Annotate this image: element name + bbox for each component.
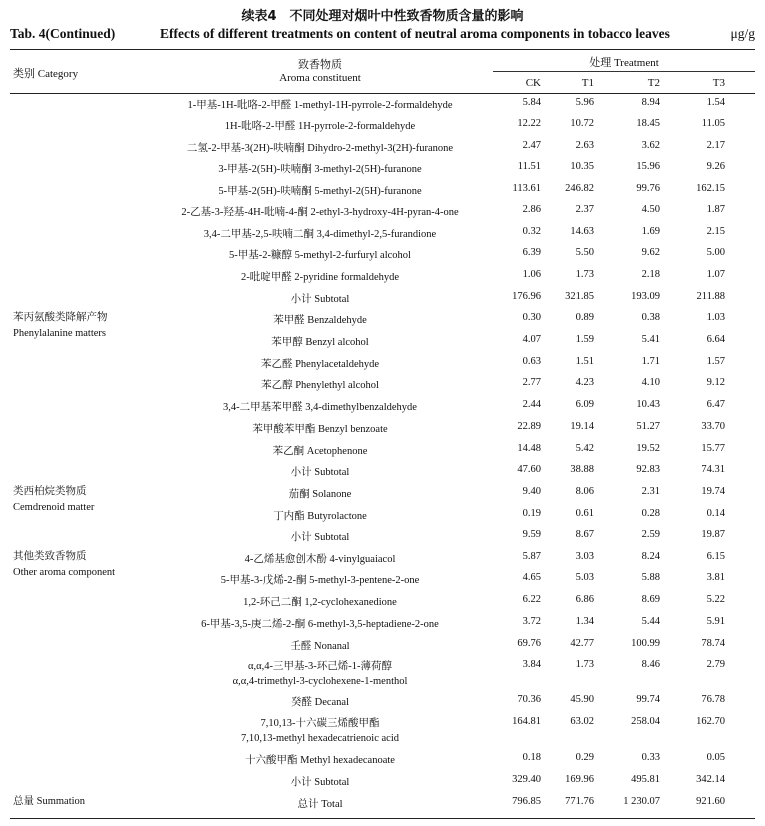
aroma-name bbox=[150, 226, 490, 241]
value-ck: 2.77 bbox=[522, 377, 541, 388]
aroma-name-line: α,α,4-三甲基-3-环己烯-1-薄荷醇 bbox=[248, 661, 392, 672]
aroma-name bbox=[150, 774, 490, 789]
value-t2: 2.18 bbox=[641, 269, 660, 280]
value-t3: 9.26 bbox=[706, 161, 725, 172]
table-row bbox=[0, 180, 765, 201]
header-t3: T3 bbox=[712, 77, 725, 89]
value-t1: 5.50 bbox=[575, 247, 594, 258]
aroma-name-line: 3-甲基-2(5H)-呋喃酮 3-methyl-2(5H)-furanone bbox=[218, 164, 422, 175]
value-ck: 9.40 bbox=[522, 486, 541, 497]
value-t1: 6.86 bbox=[575, 594, 594, 605]
value-t3: 162.15 bbox=[696, 183, 725, 194]
header-t2: T2 bbox=[647, 77, 660, 89]
value-t2: 4.50 bbox=[641, 204, 660, 215]
value-t1: 5.96 bbox=[575, 97, 594, 108]
table-row bbox=[0, 691, 765, 712]
category-label-en: Cemdrenoid matter bbox=[13, 502, 95, 513]
category-label-cn: 类西柏烷类物质 bbox=[13, 486, 87, 497]
value-t3: 1.87 bbox=[706, 204, 725, 215]
value-t3: 2.15 bbox=[706, 226, 725, 237]
aroma-name-line: 苯甲酸苯甲酯 Benzyl benzoate bbox=[252, 424, 388, 435]
aroma-name bbox=[150, 377, 490, 392]
aroma-name bbox=[150, 752, 490, 767]
aroma-name bbox=[150, 183, 490, 198]
value-ck: 796.85 bbox=[512, 796, 541, 807]
table-row bbox=[0, 749, 765, 770]
value-ck: 6.22 bbox=[522, 594, 541, 605]
value-t1: 5.03 bbox=[575, 572, 594, 583]
value-t2: 99.76 bbox=[636, 183, 660, 194]
value-t3: 11.05 bbox=[701, 118, 725, 129]
table-caption-en: Effects of different treatments on content of neutral aroma components in tobacco leaves bbox=[160, 26, 670, 41]
table-row bbox=[0, 331, 765, 352]
value-t1: 14.63 bbox=[570, 226, 594, 237]
value-t2: 1.69 bbox=[641, 226, 660, 237]
aroma-name bbox=[150, 659, 490, 689]
aroma-name-line: 苯乙酮 Acetophenone bbox=[272, 446, 368, 457]
value-t2: 2.31 bbox=[641, 486, 660, 497]
aroma-name-line: 1H-吡咯-2-甲醛 1H-pyrrole-2-formaldehyde bbox=[224, 121, 416, 132]
aroma-name bbox=[150, 716, 490, 746]
value-t3: 1.07 bbox=[706, 269, 725, 280]
value-t3: 33.70 bbox=[701, 421, 725, 432]
value-ck: 12.22 bbox=[517, 118, 541, 129]
value-t2: 5.41 bbox=[641, 334, 660, 345]
header-aroma-cn: 致香物质 bbox=[298, 59, 342, 71]
table-row bbox=[0, 115, 765, 136]
value-ck: 5.87 bbox=[522, 551, 541, 562]
value-ck: 70.36 bbox=[517, 694, 541, 705]
table-row bbox=[0, 396, 765, 417]
table-row bbox=[0, 613, 765, 634]
value-t2: 8.69 bbox=[641, 594, 660, 605]
table-row bbox=[0, 137, 765, 158]
value-t1: 42.77 bbox=[570, 638, 594, 649]
value-ck: 4.65 bbox=[522, 572, 541, 583]
value-t1: 4.23 bbox=[575, 377, 594, 388]
value-t3: 6.64 bbox=[706, 334, 725, 345]
value-t3: 5.00 bbox=[706, 247, 725, 258]
value-ck: 2.86 bbox=[522, 204, 541, 215]
value-ck: 9.59 bbox=[522, 529, 541, 540]
aroma-name bbox=[150, 796, 490, 811]
value-t2: 1 230.07 bbox=[623, 796, 660, 807]
value-t1: 10.35 bbox=[570, 161, 594, 172]
aroma-name bbox=[150, 204, 490, 219]
value-t3: 2.79 bbox=[706, 659, 725, 670]
value-t1: 771.76 bbox=[565, 796, 594, 807]
value-t2: 193.09 bbox=[631, 291, 660, 302]
value-t1: 2.37 bbox=[575, 204, 594, 215]
aroma-name bbox=[150, 356, 490, 371]
table-row bbox=[0, 374, 765, 395]
value-t1: 0.89 bbox=[575, 312, 594, 323]
value-t1: 8.67 bbox=[575, 529, 594, 540]
category-label-en: Phenylalanine matters bbox=[13, 328, 107, 339]
aroma-name-line: 7,10,13-十六碳三烯酸甲酯 bbox=[260, 718, 380, 729]
table-row bbox=[0, 353, 765, 374]
aroma-name bbox=[150, 443, 490, 458]
value-ck: 2.44 bbox=[522, 399, 541, 410]
aroma-name bbox=[150, 269, 490, 284]
value-t3: 6.47 bbox=[706, 399, 725, 410]
value-t2: 92.83 bbox=[636, 464, 660, 475]
value-ck: 3.84 bbox=[522, 659, 541, 670]
table-row bbox=[0, 288, 765, 309]
table-row bbox=[0, 591, 765, 612]
value-t3: 74.31 bbox=[701, 464, 725, 475]
aroma-name-line: 5-甲基-3-戊烯-2-酮 5-methyl-3-pentene-2-one bbox=[220, 575, 420, 586]
table-row bbox=[0, 158, 765, 179]
aroma-name-line: 4-乙烯基愈创木酚 4-vinylguaiacol bbox=[244, 554, 396, 565]
value-t1: 1.73 bbox=[575, 659, 594, 670]
aroma-name bbox=[150, 140, 490, 155]
bottom-rule bbox=[10, 818, 755, 819]
value-t3: 76.78 bbox=[701, 694, 725, 705]
value-t2: 1.71 bbox=[641, 356, 660, 367]
value-ck: 3.72 bbox=[522, 616, 541, 627]
value-t3: 1.03 bbox=[706, 312, 725, 323]
value-t2: 0.33 bbox=[641, 752, 660, 763]
value-ck: 0.18 bbox=[522, 752, 541, 763]
aroma-name bbox=[150, 616, 490, 631]
value-t2: 258.04 bbox=[631, 716, 660, 727]
aroma-name bbox=[150, 421, 490, 436]
value-t3: 6.15 bbox=[706, 551, 725, 562]
aroma-name bbox=[150, 694, 490, 709]
value-ck: 0.30 bbox=[522, 312, 541, 323]
aroma-name-line: 苯乙醛 Phenylacetaldehyde bbox=[260, 359, 380, 370]
aroma-name-line: 壬醛 Nonanal bbox=[290, 641, 350, 652]
value-ck: 5.84 bbox=[522, 97, 541, 108]
value-t2: 8.94 bbox=[641, 97, 660, 108]
table-row bbox=[0, 505, 765, 526]
value-t3: 9.12 bbox=[706, 377, 725, 388]
header-aroma-en: Aroma constituent bbox=[279, 72, 361, 84]
value-t1: 321.85 bbox=[565, 291, 594, 302]
value-t1: 6.09 bbox=[575, 399, 594, 410]
value-t1: 1.59 bbox=[575, 334, 594, 345]
aroma-name-line2: α,α,4-trimethyl-3-cyclohexene-1-menthol bbox=[232, 676, 408, 687]
header-category: 类别 Category bbox=[13, 68, 79, 80]
value-t2: 5.88 bbox=[641, 572, 660, 583]
aroma-name-line: 2-吡啶甲醛 2-pyridine formaldehyde bbox=[240, 272, 400, 283]
aroma-name-line: 丁内酯 Butyrolactone bbox=[273, 511, 367, 522]
aroma-name bbox=[150, 291, 490, 306]
value-t2: 3.62 bbox=[641, 140, 660, 151]
value-t1: 1.51 bbox=[575, 356, 594, 367]
value-t2: 19.52 bbox=[636, 443, 660, 454]
value-t3: 211.88 bbox=[696, 291, 725, 302]
value-ck: 0.63 bbox=[522, 356, 541, 367]
value-t2: 0.38 bbox=[641, 312, 660, 323]
table-row bbox=[0, 635, 765, 656]
value-t3: 0.05 bbox=[706, 752, 725, 763]
value-ck: 164.81 bbox=[512, 716, 541, 727]
value-t2: 495.81 bbox=[631, 774, 660, 785]
aroma-name bbox=[150, 572, 490, 587]
table-row bbox=[0, 483, 765, 513]
aroma-name bbox=[150, 638, 490, 653]
value-t2: 9.62 bbox=[641, 247, 660, 258]
aroma-name-line: 二氢-2-甲基-3(2H)-呋喃酮 Dihydro-2-methyl-3(2H)-furanone bbox=[186, 143, 454, 154]
table-row bbox=[0, 440, 765, 461]
header-treatment: 处理 Treatment bbox=[589, 57, 659, 69]
value-t3: 2.17 bbox=[706, 140, 725, 151]
aroma-name bbox=[150, 334, 490, 349]
value-t1: 45.90 bbox=[570, 694, 594, 705]
aroma-name-line2: 7,10,13-methyl hexadecatrienoic acid bbox=[240, 733, 400, 744]
table-row bbox=[0, 771, 765, 792]
table-row bbox=[0, 266, 765, 287]
value-t3: 19.87 bbox=[701, 529, 725, 540]
aroma-name-line: 苯甲醛 Benzaldehyde bbox=[273, 315, 367, 326]
table-label: Tab. 4(Continued) bbox=[10, 26, 116, 41]
value-t1: 0.29 bbox=[575, 752, 594, 763]
value-t1: 1.34 bbox=[575, 616, 594, 627]
value-t1: 3.03 bbox=[575, 551, 594, 562]
aroma-name bbox=[150, 529, 490, 544]
aroma-name-line: 小计 Subtotal bbox=[290, 294, 350, 305]
value-t1: 2.63 bbox=[575, 140, 594, 151]
value-ck: 14.48 bbox=[517, 443, 541, 454]
top-rule bbox=[10, 49, 755, 50]
value-t1: 8.06 bbox=[575, 486, 594, 497]
value-t1: 5.42 bbox=[575, 443, 594, 454]
table-row bbox=[0, 418, 765, 439]
value-t2: 100.99 bbox=[631, 638, 660, 649]
value-t2: 18.45 bbox=[636, 118, 660, 129]
header-t1: T1 bbox=[581, 77, 594, 89]
value-t3: 1.54 bbox=[706, 97, 725, 108]
aroma-name bbox=[150, 312, 490, 327]
aroma-name bbox=[150, 551, 490, 566]
category-label bbox=[13, 794, 85, 810]
value-ck: 11.51 bbox=[517, 161, 541, 172]
aroma-name-line: 3,4-二甲基苯甲醛 3,4-dimethylbenzaldehyde bbox=[223, 402, 417, 413]
aroma-name-line: 总计 Total bbox=[297, 799, 343, 810]
aroma-name-line: 5-甲基-2(5H)-呋喃酮 5-methyl-2(5H)-furanone bbox=[218, 186, 422, 197]
value-ck: 69.76 bbox=[517, 638, 541, 649]
value-t2: 10.43 bbox=[636, 399, 660, 410]
value-ck: 22.89 bbox=[517, 421, 541, 432]
table-row bbox=[0, 309, 765, 339]
value-t2: 2.59 bbox=[641, 529, 660, 540]
value-t2: 8.24 bbox=[641, 551, 660, 562]
value-ck: 0.32 bbox=[522, 226, 541, 237]
aroma-name-line: 5-甲基-2-糠醇 5-methyl-2-furfuryl alcohol bbox=[229, 250, 411, 261]
treatment-rule bbox=[493, 71, 755, 72]
table-title-cn: 续表4 不同处理对烟叶中性致香物质含量的影响 bbox=[241, 9, 524, 24]
aroma-name bbox=[150, 508, 490, 523]
value-ck: 4.07 bbox=[522, 334, 541, 345]
value-ck: 329.40 bbox=[512, 774, 541, 785]
value-t1: 63.02 bbox=[570, 716, 594, 727]
aroma-name bbox=[150, 464, 490, 479]
table-row bbox=[0, 569, 765, 590]
value-t3: 342.14 bbox=[696, 774, 725, 785]
aroma-name-line: 2-乙基-3-羟基-4H-吡喃-4-酮 2-ethyl-3-hydroxy-4H-pyran-4-one bbox=[181, 207, 459, 218]
aroma-name-line: 茄酮 Solanone bbox=[288, 489, 352, 500]
value-t1: 0.61 bbox=[575, 508, 594, 519]
value-t3: 19.74 bbox=[701, 486, 725, 497]
value-ck: 2.47 bbox=[522, 140, 541, 151]
value-t3: 5.91 bbox=[706, 616, 725, 627]
value-t3: 3.81 bbox=[706, 572, 725, 583]
aroma-name bbox=[150, 594, 490, 609]
value-t1: 10.72 bbox=[570, 118, 594, 129]
unit-label: μg/g bbox=[730, 26, 755, 41]
value-t3: 0.14 bbox=[706, 508, 725, 519]
table-row bbox=[0, 713, 765, 749]
category-label-en: Other aroma component bbox=[13, 567, 116, 578]
value-t1: 246.82 bbox=[565, 183, 594, 194]
aroma-name bbox=[150, 118, 490, 133]
aroma-name-line: 6-甲基-3,5-庚二烯-2-酮 6-methyl-3,5-heptadiene-2-one bbox=[201, 619, 439, 630]
value-t3: 15.77 bbox=[701, 443, 725, 454]
category-label-cn: 总量 Summation bbox=[13, 796, 86, 807]
value-t1: 38.88 bbox=[570, 464, 594, 475]
table-row bbox=[0, 461, 765, 482]
table-row bbox=[0, 94, 765, 115]
value-ck: 6.39 bbox=[522, 247, 541, 258]
aroma-name-line: 癸醛 Decanal bbox=[290, 697, 350, 708]
value-t1: 169.96 bbox=[565, 774, 594, 785]
value-t2: 4.10 bbox=[641, 377, 660, 388]
aroma-name-line: 小计 Subtotal bbox=[290, 467, 350, 478]
value-t3: 1.57 bbox=[706, 356, 725, 367]
value-t1: 19.14 bbox=[570, 421, 594, 432]
aroma-name-line: 小计 Subtotal bbox=[290, 532, 350, 543]
table-row bbox=[0, 793, 765, 814]
aroma-name bbox=[150, 247, 490, 262]
value-ck: 0.19 bbox=[522, 508, 541, 519]
aroma-name bbox=[150, 486, 490, 501]
value-t2: 51.27 bbox=[636, 421, 660, 432]
value-ck: 113.61 bbox=[512, 183, 541, 194]
value-t3: 5.22 bbox=[706, 594, 725, 605]
value-t2: 5.44 bbox=[641, 616, 660, 627]
category-label-cn: 其他类致香物质 bbox=[13, 551, 87, 562]
aroma-name bbox=[150, 97, 490, 112]
value-t2: 8.46 bbox=[641, 659, 660, 670]
header-ck: CK bbox=[525, 77, 541, 89]
value-t2: 15.96 bbox=[636, 161, 660, 172]
table-row bbox=[0, 223, 765, 244]
value-t2: 99.74 bbox=[636, 694, 660, 705]
value-t2: 0.28 bbox=[641, 508, 660, 519]
value-ck: 1.06 bbox=[522, 269, 541, 280]
value-t3: 921.60 bbox=[696, 796, 725, 807]
aroma-name-line: 1,2-环己二酮 1,2-cyclohexanedione bbox=[243, 597, 397, 608]
table-row bbox=[0, 201, 765, 222]
aroma-name-line: 1-甲基-1H-吡咯-2-甲醛 1-methyl-1H-pyrrole-2-formaldehyde bbox=[187, 100, 453, 111]
aroma-name bbox=[150, 161, 490, 176]
aroma-name bbox=[150, 399, 490, 414]
table-row bbox=[0, 526, 765, 547]
value-t3: 78.74 bbox=[701, 638, 725, 649]
aroma-name-line: 3,4-二甲基-2,5-呋喃二酮 3,4-dimethyl-2,5-furandione bbox=[203, 229, 437, 240]
aroma-name-line: 十六酸甲酯 Methyl hexadecanoate bbox=[245, 755, 395, 766]
aroma-name-line: 苯甲醇 Benzyl alcohol bbox=[271, 337, 369, 348]
value-ck: 47.60 bbox=[517, 464, 541, 475]
table-row bbox=[0, 656, 765, 692]
value-t3: 162.70 bbox=[696, 716, 725, 727]
value-ck: 176.96 bbox=[512, 291, 541, 302]
aroma-name-line: 小计 Subtotal bbox=[290, 777, 350, 788]
table-row bbox=[0, 244, 765, 265]
category-label-cn: 苯丙氨酸类降解产物 bbox=[13, 312, 108, 323]
aroma-name-line: 苯乙醇 Phenylethyl alcohol bbox=[261, 380, 379, 391]
value-t1: 1.73 bbox=[575, 269, 594, 280]
